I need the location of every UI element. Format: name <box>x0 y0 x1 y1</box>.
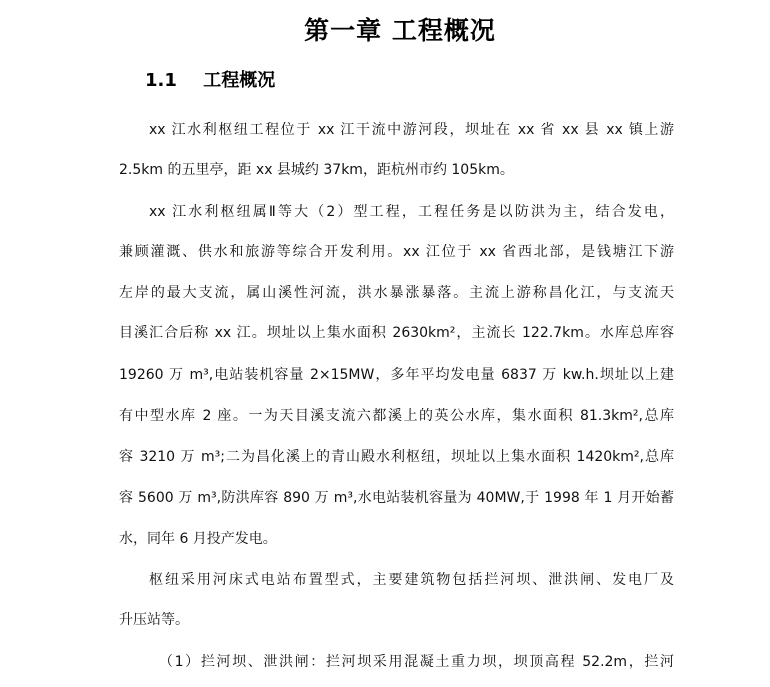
paragraph-line: 目溪汇合后称 xx 江。坝址以上集水面积 2630km²，主流长 122.7km。水库总库容 <box>119 325 674 341</box>
paragraph-line: 有中型水库 2 座。一为天目溪支流六都溪上的英公水库，集水面积 81.3km²,总库 <box>119 408 674 424</box>
paragraph-line: 左岸的最大支流，属山溪性河流，洪水暴涨暴落。主流上游称昌化江，与支流天 <box>119 285 674 301</box>
section-title: 工程概况 <box>203 70 276 91</box>
paragraph-line: xx 江水利枢纽工程位于 xx 江干流中游河段，坝址在 xx 省 xx 县 xx 镇上游 <box>149 122 674 138</box>
paragraph-line: 容 5600 万 m³,防洪库容 890 万 m³,水电站装机容量为 40MW,于 1998 年 1 月开始蓄 <box>119 490 674 506</box>
section-number: 1.1 <box>145 70 177 91</box>
paragraph-line: 容 3210 万 m³;二为昌化溪上的青山殿水利枢纽，坝址以上集水面积 1420km²,总库 <box>119 449 674 465</box>
paragraph-line: 19260 万 m³,电站装机容量 2×15MW，多年平均发电量 6837 万 kw.h.坝址以上建 <box>119 367 674 383</box>
paragraph-line: 2.5km 的五里亭，距 xx 县城约 37km，距杭州市约 105km。 <box>119 162 514 178</box>
paragraph-line: 兼顾灌溉、供水和旅游等综合开发利用。xx 江位于 xx 省西北部，是钱塘江下游 <box>119 244 674 260</box>
paragraph-line: 水，同年 6 月投产发电。 <box>119 531 277 547</box>
section-heading <box>145 67 275 95</box>
paragraph-line: 升压站等。 <box>119 612 189 628</box>
chapter-title: 第一章 工程概况 <box>304 16 496 45</box>
paragraph-line: 枢纽采用河床式电站布置型式，主要建筑物包括拦河坝、泄洪闸、发电厂及 <box>149 572 674 588</box>
paragraph-line: xx 江水利枢纽属Ⅱ等大（2）型工程，工程任务是以防洪为主，结合发电， <box>149 204 674 220</box>
paragraph-line: （1）拦河坝、泄洪闸：拦河坝采用混凝土重力坝，坝顶高程 52.2m，拦河 <box>159 654 674 670</box>
